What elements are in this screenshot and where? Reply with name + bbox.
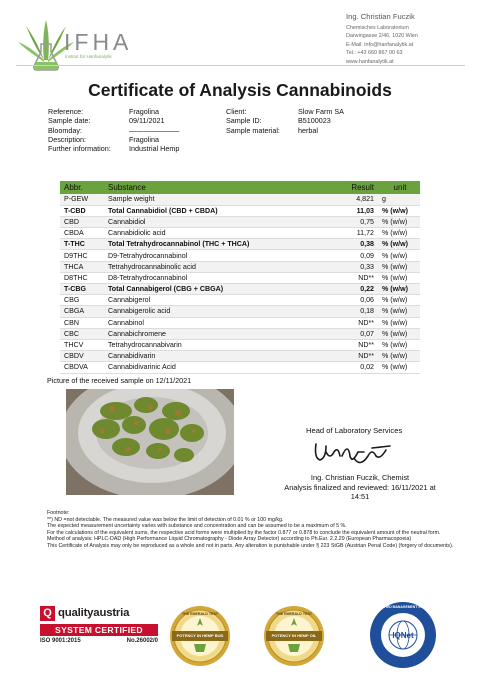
unit-cell: % (w/w) — [376, 306, 420, 317]
abbr-cell: T-CBD — [60, 205, 104, 216]
logo-subtext: Institut für Hanfanalytik — [65, 54, 112, 59]
result-cell: 11,03 — [326, 205, 376, 216]
result-cell: 0,38 — [326, 239, 376, 250]
info-key: Bloomday: — [48, 125, 82, 135]
footnote-line: Method of analysis: HPLC-DAD (High Performance Liquid Chromatography - Diode Array Detector) according to Ph.Eur. 2.2.29 (European Pharmacopoeia) — [47, 536, 412, 543]
info-key: Client: — [226, 107, 247, 116]
footnote — [47, 510, 467, 550]
abbr-cell: CBDA — [60, 228, 104, 239]
quality-austria-q-icon: Q — [40, 606, 55, 621]
table-row — [60, 261, 420, 272]
abbr-cell: CBGA — [60, 306, 104, 317]
result-cell: 0,06 — [326, 295, 376, 306]
seal-top-text: THE EMERALD TEST — [181, 612, 219, 616]
unit-cell: % (w/w) — [376, 261, 420, 272]
footnote-line: This Certificate of Analysis may only be reproduced as a whole and not in parts. Any alteration is punishable under § 223 StGB (Austrian Penal Code) (forgery of documents). — [47, 542, 454, 549]
unit-cell: % (w/w) — [376, 284, 420, 295]
table-row — [60, 362, 420, 373]
lab-address — [346, 12, 476, 66]
footnote-line: For the calculations of the equivalent sums, the respective acid forms were multiplied by the factor 0.877 or 0.878 to conclude the equivalent amount of the neutral form. — [47, 529, 441, 536]
info-value: herbal — [298, 125, 318, 135]
unit-cell: % (w/w) — [376, 317, 420, 328]
emerald-test-seal-oil — [262, 604, 326, 668]
unit-cell: % (w/w) — [376, 228, 420, 239]
unit-cell: % (w/w) — [376, 351, 420, 362]
result-cell: ND** — [326, 351, 376, 362]
result-cell: 0,07 — [326, 328, 376, 339]
finalized-date: Analysis finalized and reviewed: 16/11/2021 at — [284, 482, 436, 492]
qa-system-certified: SYSTEM CERTIFIED — [40, 624, 158, 636]
substance-cell: Cannabidivarin — [104, 351, 326, 362]
iqnet-name: IQNet — [392, 631, 414, 640]
sample-info-left — [48, 107, 179, 153]
table-row — [60, 228, 420, 239]
unit-cell: % (w/w) — [376, 216, 420, 227]
substance-cell: Tetrahydrocannabinolic acid — [104, 261, 326, 272]
qa-iso: ISO 9001:2015 — [40, 638, 81, 644]
iqnet-certified-seal — [368, 600, 438, 670]
table-row — [60, 194, 420, 205]
quality-austria-badge — [40, 604, 158, 658]
result-cell: ND** — [326, 339, 376, 350]
substance-cell: Cannabigerolic acid — [104, 306, 326, 317]
lab-line: Tel.: +43 660 867 00 63 — [346, 50, 403, 57]
table-row — [60, 317, 420, 328]
abbr-cell: CBDV — [60, 351, 104, 362]
col-header-abbr: Abbr. — [60, 181, 104, 194]
table-row — [60, 339, 420, 350]
lab-line[interactable]: E-Mail: info@hanfanalytik.at — [346, 41, 414, 48]
table-row — [60, 250, 420, 261]
chemist-name: Ing. Christian Fuczik, Chemist — [310, 473, 410, 482]
result-cell: 0,22 — [326, 284, 376, 295]
info-key: Further information: — [48, 144, 111, 154]
info-key: Reference: — [48, 107, 84, 116]
header-divider — [16, 65, 465, 66]
info-value: ——————— — [129, 125, 180, 135]
unit-cell: g — [376, 194, 420, 205]
abbr-cell: P-GEW — [60, 194, 104, 205]
substance-cell: Total Tetrahydrocannabinol (THC + THCA) — [104, 239, 326, 250]
unit-cell: % (w/w) — [376, 339, 420, 350]
qa-number: No.26002/0 — [126, 638, 158, 644]
col-header-result: Result — [326, 181, 376, 194]
ifha-logo — [14, 14, 164, 78]
abbr-cell: T-THC — [60, 239, 104, 250]
substance-cell: D9-Tetrahydrocannabinol — [104, 250, 326, 261]
lab-line: Chemisches Laboratorium — [346, 25, 409, 31]
table-row — [60, 216, 420, 227]
table-row — [60, 205, 420, 216]
result-cell: 0,18 — [326, 306, 376, 317]
info-value: Fragolina — [129, 134, 159, 144]
emerald-test-seal-bud — [168, 604, 232, 668]
substance-cell: Cannabinol — [104, 317, 326, 328]
substance-cell: Cannabidivarinic Acid — [104, 362, 326, 373]
substance-cell: Sample weight — [104, 194, 326, 205]
lab-name: Ing. Christian Fuczik — [346, 12, 415, 21]
unit-cell: % (w/w) — [376, 250, 420, 261]
table-row — [60, 284, 420, 295]
info-value: Industrial Hemp — [129, 144, 180, 154]
abbr-cell: D9THC — [60, 250, 104, 261]
table-row — [60, 351, 420, 362]
signature-image — [302, 438, 402, 470]
unit-cell: % (w/w) — [376, 295, 420, 306]
info-key: Sample material: — [226, 125, 280, 135]
sample-info-right — [226, 107, 344, 135]
abbr-cell: THCV — [60, 339, 104, 350]
info-value: Fragolina — [129, 107, 159, 116]
lab-line: Darwingasse 2/46, 1020 Wien — [346, 33, 418, 40]
footnote-line: **) ND =not detectable. The measured value was below the limit of detection of 0.01 % or 100 mg/kg. — [47, 516, 284, 523]
abbr-cell: THCA — [60, 261, 104, 272]
result-cell: ND** — [326, 272, 376, 283]
signature-footer — [270, 473, 450, 502]
info-key: Description: — [48, 134, 86, 144]
table-row — [60, 306, 420, 317]
result-cell: 0,75 — [326, 216, 376, 227]
abbr-cell: CBN — [60, 317, 104, 328]
lab-line[interactable]: www.hanfanalytik.at — [346, 58, 394, 65]
substance-cell: Cannabidiol — [104, 216, 326, 227]
substance-cell: Cannabichromene — [104, 328, 326, 339]
result-cell: 0,33 — [326, 261, 376, 272]
picture-caption: Picture of the received sample on 12/11/2021 — [47, 376, 192, 385]
footnote-label: Footnote: — [47, 510, 70, 516]
iqnet-ring-text: CERTIFIED MANAGEMENT SYSTEM — [373, 605, 433, 609]
result-cell: 4,821 — [326, 194, 376, 205]
page-title: Certificate of Analysis Cannabinoids — [88, 80, 392, 100]
info-value: B5100023 — [298, 116, 331, 126]
abbr-cell: CBD — [60, 216, 104, 227]
footnote-line: The expected measurement uncertainty varies with substance and concentration and can be assumed to be a maximum of 5 %. — [47, 523, 347, 530]
abbr-cell: CBC — [60, 328, 104, 339]
table-row — [60, 239, 420, 250]
table-row — [60, 295, 420, 306]
result-cell: ND** — [326, 317, 376, 328]
substance-cell: Total Cannabidiol (CBD + CBDA) — [104, 205, 326, 216]
substance-cell: Cannabigerol — [104, 295, 326, 306]
seal-top-text: THE EMERALD TEST — [275, 612, 313, 616]
unit-cell: % (w/w) — [376, 272, 420, 283]
sample-photo — [66, 389, 234, 495]
substance-cell: Total Cannabigerol (CBG + CBGA) — [104, 284, 326, 295]
info-value: 09/11/2021 — [129, 116, 165, 126]
info-key: Sample date: — [48, 116, 91, 126]
seal-band-text: POTENCY IN HEMP BUD — [176, 633, 224, 638]
table-row — [60, 328, 420, 339]
table-row — [60, 272, 420, 283]
abbr-cell: D8THC — [60, 272, 104, 283]
info-key: Sample ID: — [226, 116, 262, 126]
substance-cell: Cannabidiolic acid — [104, 228, 326, 239]
col-header-unit: unit — [376, 181, 420, 194]
result-cell: 0,09 — [326, 250, 376, 261]
signature-title: Head of Laboratory Services — [306, 426, 403, 435]
logo-name: IFHA — [64, 29, 133, 55]
finalized-time: 14:51 — [350, 492, 370, 502]
result-cell: 0,02 — [326, 362, 376, 373]
unit-cell: % (w/w) — [376, 205, 420, 216]
substance-cell: Tetrahydrocannabivarin — [104, 339, 326, 350]
abbr-cell: T-CBG — [60, 284, 104, 295]
abbr-cell: CBDVA — [60, 362, 104, 373]
results-table — [60, 181, 420, 374]
info-value: Slow Farm SA — [298, 107, 344, 116]
col-header-substance: Substance — [104, 181, 326, 194]
result-cell: 11,72 — [326, 228, 376, 239]
unit-cell: % (w/w) — [376, 239, 420, 250]
unit-cell: % (w/w) — [376, 328, 420, 339]
abbr-cell: CBG — [60, 295, 104, 306]
substance-cell: D8-Tetrahydrocannabinol — [104, 272, 326, 283]
unit-cell: % (w/w) — [376, 362, 420, 373]
qa-name: qualityaustria — [58, 607, 130, 619]
seal-band-text: POTENCY IN HEMP OIL — [271, 633, 317, 638]
table-header-row — [60, 181, 420, 194]
